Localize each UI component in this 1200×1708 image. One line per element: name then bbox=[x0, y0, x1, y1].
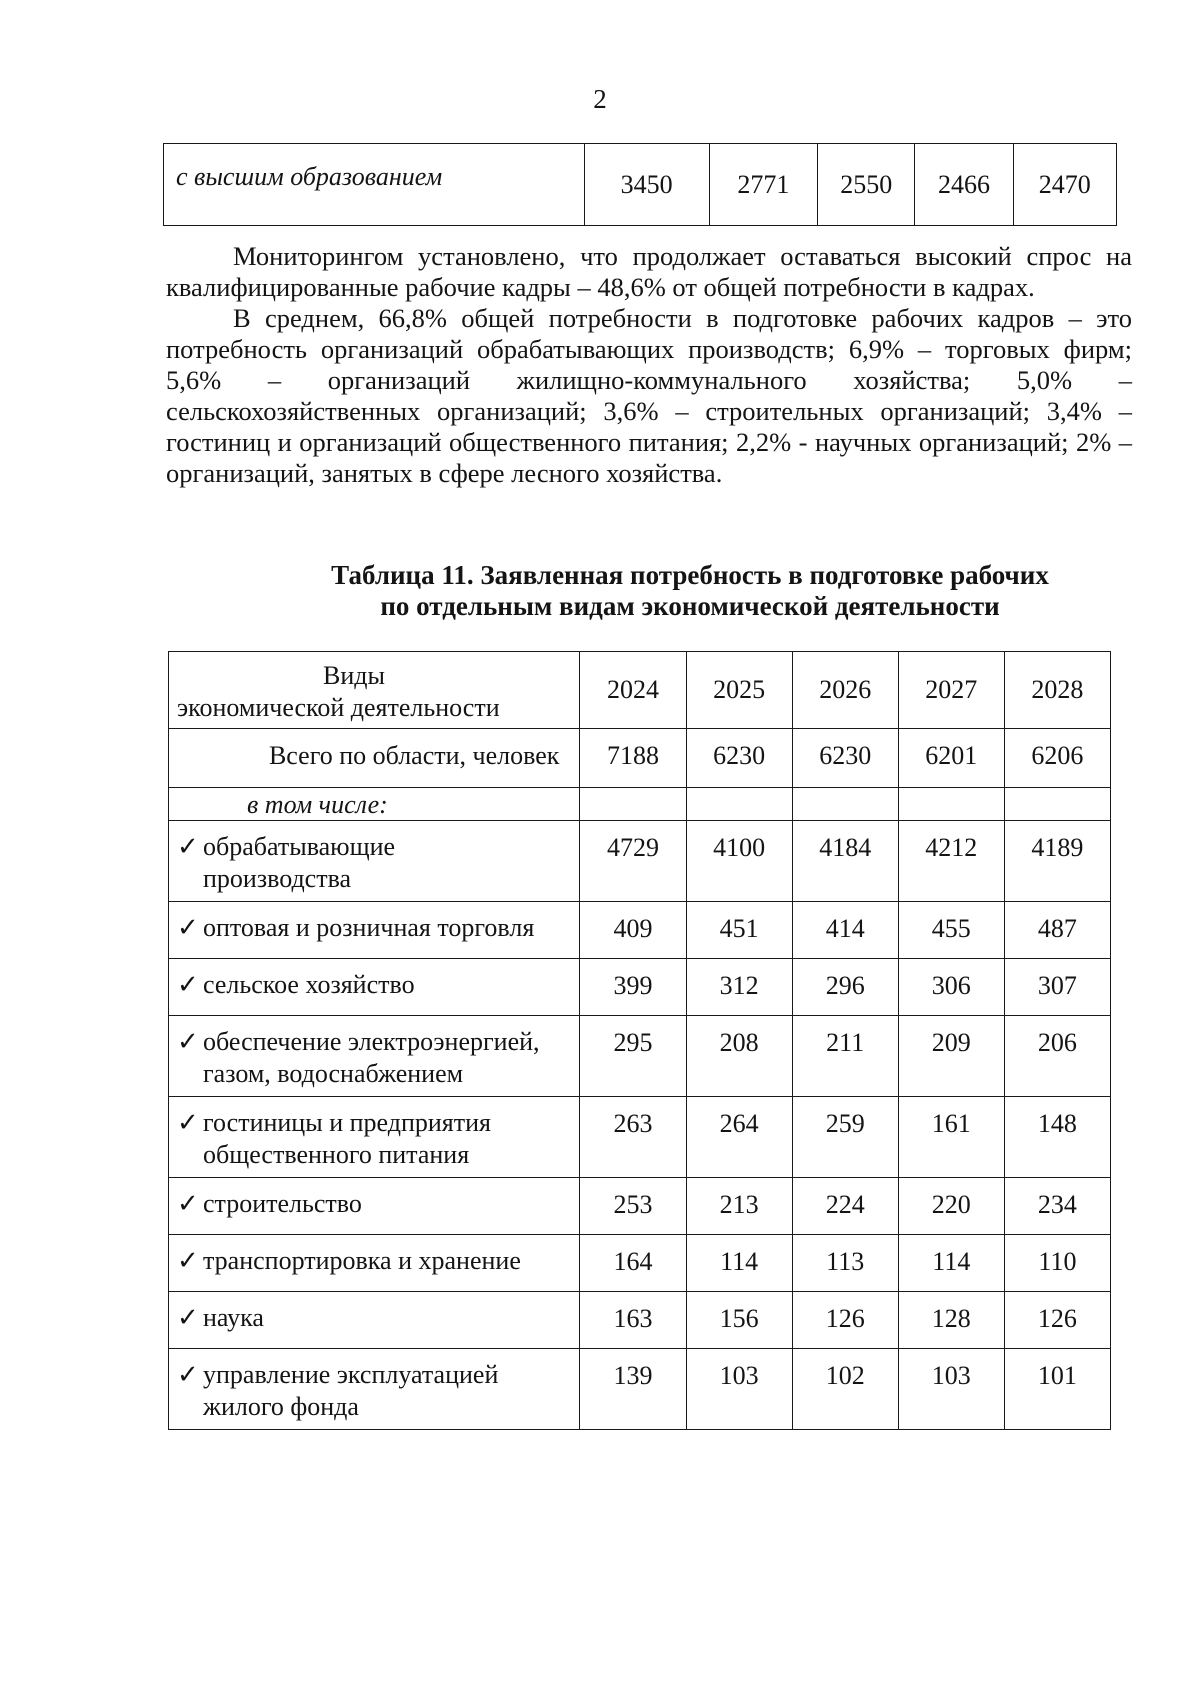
paragraph: Мониторингом установлено, что продолжает оставаться высокий спрос на квалифицированные рабочие кадры – 48,6% от общей потребности в кадрах. bbox=[166, 241, 1132, 302]
table-cell: 164 bbox=[580, 1235, 686, 1292]
table-cell: 451 bbox=[686, 902, 792, 959]
table-cell: 213 bbox=[686, 1178, 792, 1235]
table-cell: 7188 bbox=[580, 729, 686, 788]
table-row bbox=[169, 1097, 1111, 1178]
table-cell: 103 bbox=[686, 1349, 792, 1430]
activity-label bbox=[169, 902, 580, 959]
table-cell: 206 bbox=[1004, 1016, 1110, 1097]
table-cell: 4729 bbox=[580, 821, 686, 902]
activity-name: обрабатывающие bbox=[203, 832, 396, 861]
check-mark-icon: ✓ bbox=[177, 1360, 199, 1389]
check-mark-icon: ✓ bbox=[177, 1189, 199, 1218]
activity-name: оптовая и розничная торговля bbox=[203, 913, 535, 942]
table-row bbox=[169, 1349, 1111, 1430]
table-cell: 2470 bbox=[1013, 144, 1116, 226]
check-mark-icon: ✓ bbox=[177, 970, 199, 999]
activity-label-line bbox=[177, 1359, 575, 1391]
table-cell: 208 bbox=[686, 1016, 792, 1097]
activity-label bbox=[169, 1349, 580, 1430]
activity-name: обеспечение электроэнергией, bbox=[203, 1027, 540, 1056]
table-cell: 253 bbox=[580, 1178, 686, 1235]
table-cell: 4212 bbox=[898, 821, 1004, 902]
activity-label-line bbox=[177, 969, 575, 1001]
year-header: 2024 bbox=[580, 652, 686, 729]
table-cell: 2550 bbox=[818, 144, 915, 226]
table-cell: 306 bbox=[898, 959, 1004, 1016]
table-cell: 414 bbox=[792, 902, 898, 959]
table-cell: 128 bbox=[898, 1292, 1004, 1349]
table-cell: 6230 bbox=[686, 729, 792, 788]
year-header: 2025 bbox=[686, 652, 792, 729]
activity-name: наука bbox=[203, 1303, 264, 1332]
table-cell: 6201 bbox=[898, 729, 1004, 788]
paragraph: В среднем, 66,8% общей потребности в подготовке рабочих кадров – это потребность организаций обрабатывающих производств; 6,9% – торговых фирм; 5,6% – организаций жилищно-коммунального хозяйства; 5,0% – сельскохозяйственных организаций; 3,6% – строительных организаций; 3,4% – гостиниц и организаций общественного питания; 2,2% - научных организаций; 2% – организаций, занятых в сфере лесного хозяйства. bbox=[166, 303, 1132, 488]
activity-name: управление эксплуатацией bbox=[203, 1360, 499, 1389]
activity-label-line bbox=[177, 831, 575, 863]
table-cell: 126 bbox=[1004, 1292, 1110, 1349]
activity-name-continued: газом, водоснабжением bbox=[203, 1059, 464, 1088]
table-cell: 3450 bbox=[584, 144, 709, 226]
activity-label bbox=[169, 1235, 580, 1292]
table-row bbox=[169, 821, 1111, 902]
table-cell: 209 bbox=[898, 1016, 1004, 1097]
table-cell: 4100 bbox=[686, 821, 792, 902]
table-cell: 259 bbox=[792, 1097, 898, 1178]
table-cell: 6206 bbox=[1004, 729, 1110, 788]
table-cell: 487 bbox=[1004, 902, 1110, 959]
table-cell: 110 bbox=[1004, 1235, 1110, 1292]
table-row bbox=[169, 959, 1111, 1016]
table-cell: 264 bbox=[686, 1097, 792, 1178]
table-cell: 101 bbox=[1004, 1349, 1110, 1430]
table-cell bbox=[686, 788, 792, 821]
activity-label bbox=[169, 1178, 580, 1235]
total-label: Всего по области, человек bbox=[169, 729, 580, 788]
activity-label-line bbox=[177, 1107, 575, 1139]
table-cell: 113 bbox=[792, 1235, 898, 1292]
table-cell: 156 bbox=[686, 1292, 792, 1349]
table-row bbox=[169, 1235, 1111, 1292]
table-row bbox=[169, 902, 1111, 959]
table-cell bbox=[898, 788, 1004, 821]
table-cell: 102 bbox=[792, 1349, 898, 1430]
table-title bbox=[0, 560, 1200, 622]
table-cell: 2466 bbox=[915, 144, 1013, 226]
table-cell: 148 bbox=[1004, 1097, 1110, 1178]
header-row bbox=[169, 652, 1111, 729]
activity-label bbox=[169, 1292, 580, 1349]
activity-name-continued: общественного питания bbox=[203, 1140, 470, 1169]
table-cell bbox=[580, 788, 686, 821]
table-row bbox=[169, 1292, 1111, 1349]
header-label-line: Виды bbox=[323, 661, 385, 690]
table-cell: 6230 bbox=[792, 729, 898, 788]
table-cell: 224 bbox=[792, 1178, 898, 1235]
table-cell: 163 bbox=[580, 1292, 686, 1349]
check-mark-icon: ✓ bbox=[177, 1027, 199, 1056]
table-row bbox=[164, 144, 1117, 226]
year-header: 2027 bbox=[898, 652, 1004, 729]
activity-label bbox=[169, 821, 580, 902]
subheader-row bbox=[169, 788, 1111, 821]
activity-name-continued: производства bbox=[203, 864, 352, 893]
table-cell: 296 bbox=[792, 959, 898, 1016]
demand-table bbox=[168, 651, 1111, 1430]
table-title-line: по отдельным видам экономической деятельности bbox=[380, 591, 1000, 621]
page-number: 2 bbox=[593, 84, 607, 114]
check-mark-icon: ✓ bbox=[177, 913, 199, 942]
table-cell bbox=[1004, 788, 1110, 821]
activity-name-continued: жилого фонда bbox=[203, 1392, 359, 1421]
table-cell: 455 bbox=[898, 902, 1004, 959]
header-label bbox=[169, 652, 580, 729]
activity-label bbox=[169, 1097, 580, 1178]
continuation-table bbox=[163, 143, 1117, 226]
table-cell: 399 bbox=[580, 959, 686, 1016]
year-header: 2026 bbox=[792, 652, 898, 729]
check-mark-icon: ✓ bbox=[177, 1303, 199, 1332]
table-cell: 126 bbox=[792, 1292, 898, 1349]
table-cell: 312 bbox=[686, 959, 792, 1016]
table-cell: 409 bbox=[580, 902, 686, 959]
activity-name: гостиницы и предприятия bbox=[203, 1108, 491, 1137]
table-cell bbox=[792, 788, 898, 821]
row-label: с высшим образованием bbox=[164, 144, 585, 226]
year-header: 2028 bbox=[1004, 652, 1110, 729]
table-cell: 4184 bbox=[792, 821, 898, 902]
activity-name: строительство bbox=[203, 1189, 362, 1218]
activity-label-line bbox=[177, 1026, 575, 1058]
table-title-line: Таблица 11. Заявленная потребность в подготовке рабочих bbox=[331, 560, 1049, 590]
table-cell: 4189 bbox=[1004, 821, 1110, 902]
table-row bbox=[169, 1178, 1111, 1235]
table-cell: 220 bbox=[898, 1178, 1004, 1235]
activity-name: транспортировка и хранение bbox=[203, 1246, 521, 1275]
table-cell: 295 bbox=[580, 1016, 686, 1097]
table-cell: 139 bbox=[580, 1349, 686, 1430]
check-mark-icon: ✓ bbox=[177, 832, 199, 861]
activity-label-line bbox=[177, 912, 575, 944]
activity-label-line bbox=[177, 1302, 575, 1334]
total-row bbox=[169, 729, 1111, 788]
table-cell: 234 bbox=[1004, 1178, 1110, 1235]
table-cell: 2771 bbox=[709, 144, 818, 226]
check-mark-icon: ✓ bbox=[177, 1246, 199, 1275]
body-text bbox=[166, 241, 1132, 489]
table-cell: 263 bbox=[580, 1097, 686, 1178]
activity-label bbox=[169, 1016, 580, 1097]
table-cell: 161 bbox=[898, 1097, 1004, 1178]
activity-label-line bbox=[177, 1245, 575, 1277]
table-cell: 307 bbox=[1004, 959, 1110, 1016]
table-cell: 114 bbox=[898, 1235, 1004, 1292]
header-label-line: экономической деятельности bbox=[177, 693, 500, 722]
activity-name: сельское хозяйство bbox=[203, 970, 415, 999]
activity-label-line bbox=[177, 1188, 575, 1220]
subheader-label: в том числе: bbox=[169, 788, 580, 821]
table-cell: 114 bbox=[686, 1235, 792, 1292]
table-cell: 103 bbox=[898, 1349, 1004, 1430]
check-mark-icon: ✓ bbox=[177, 1108, 199, 1137]
table-row bbox=[169, 1016, 1111, 1097]
activity-label bbox=[169, 959, 580, 1016]
table-cell: 211 bbox=[792, 1016, 898, 1097]
